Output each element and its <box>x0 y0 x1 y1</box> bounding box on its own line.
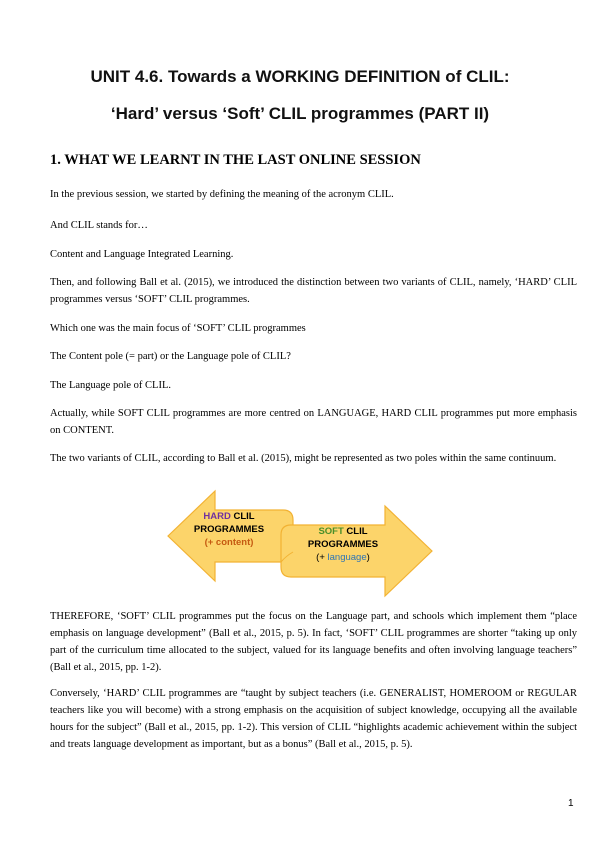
soft-language-label: (+ language) <box>316 552 370 563</box>
paragraph-7: The Language pole of CLIL. <box>50 380 171 391</box>
paragraph-3: Content and Language Integrated Learning. <box>50 249 234 260</box>
unit-title-line-1: UNIT 4.6. Towards a WORKING DEFINITION of CLIL: <box>90 67 510 86</box>
soft-keyword: SOFT <box>318 526 344 537</box>
soft-clil-label <box>318 526 367 537</box>
paragraph-1: In the previous session, we started by defining the meaning of the acronym CLIL. <box>50 189 394 200</box>
paragraph-8: Actually, while SOFT CLIL programmes are more centred on LANGUAGE, HARD CLIL programmes put more emphasis on CONTENT. <box>50 408 577 436</box>
paragraph-6: The Content pole (= part) or the Language pole of CLIL? <box>50 351 291 362</box>
hard-clil-arrow <box>168 491 293 581</box>
paragraph-4: Then, and following Ball et al. (2015), we introduced the distinction between two variants of CLIL, namely, ‘HARD’ CLIL programmes versus ‘SOFT’ CLIL programmes. <box>50 277 577 305</box>
hard-content-label: (+ content) <box>204 537 254 548</box>
hard-keyword: HARD <box>203 511 231 522</box>
hard-programmes-label: PROGRAMMES <box>193 524 265 535</box>
soft-clil-word: CLIL <box>343 526 368 537</box>
hard-clil-label <box>203 511 254 522</box>
language-keyword: language <box>327 552 367 563</box>
soft-clil-arrow <box>281 506 432 596</box>
hard-clil-word: CLIL <box>230 511 255 522</box>
section-heading: 1. WHAT WE LEARNT IN THE LAST ONLINE SESSION <box>50 152 421 168</box>
soft-programmes-label: PROGRAMMES <box>307 539 379 550</box>
page-number: 1 <box>568 798 574 809</box>
paragraph-9: The two variants of CLIL, according to Ball et al. (2015), might be represented as two poles within the same continuum. <box>50 453 557 464</box>
unit-title-line-2: ‘Hard’ versus ‘Soft’ CLIL programmes (PART II) <box>110 104 490 123</box>
paragraph-11: Conversely, ‘HARD’ CLIL programmes are “taught by subject teachers (i.e. GENERALIST, HOMEROOM or REGULAR teachers like you will become) with a strong emphasis on the acquisition of subject knowledge, occupying all the available hours for the subject” (Ball et al., 2015, pp. 1-2). This version of CLIL “highlights academic achievement within the subject and treats language development as important, but as a bonus” (Ball et al., 2015, p. 5). <box>50 688 577 750</box>
hard-soft-clil-diagram <box>165 488 435 600</box>
paragraph-5: Which one was the main focus of ‘SOFT’ CLIL programmes <box>50 323 306 334</box>
paragraph-2: And CLIL stands for… <box>50 220 148 231</box>
paragraph-10: THEREFORE, ‘SOFT’ CLIL programmes put the focus on the Language part, and schools which implement them “place emphasis on language development” (Ball et al., 2015, p. 5). In fact, ‘SOFT’ CLIL programmes are shorter “taking up only part of the curriculum time allocated to the subject, valued for its language benefits and often involving language teachers” (Ball et al., 2015, pp. 1-2). <box>50 611 577 673</box>
